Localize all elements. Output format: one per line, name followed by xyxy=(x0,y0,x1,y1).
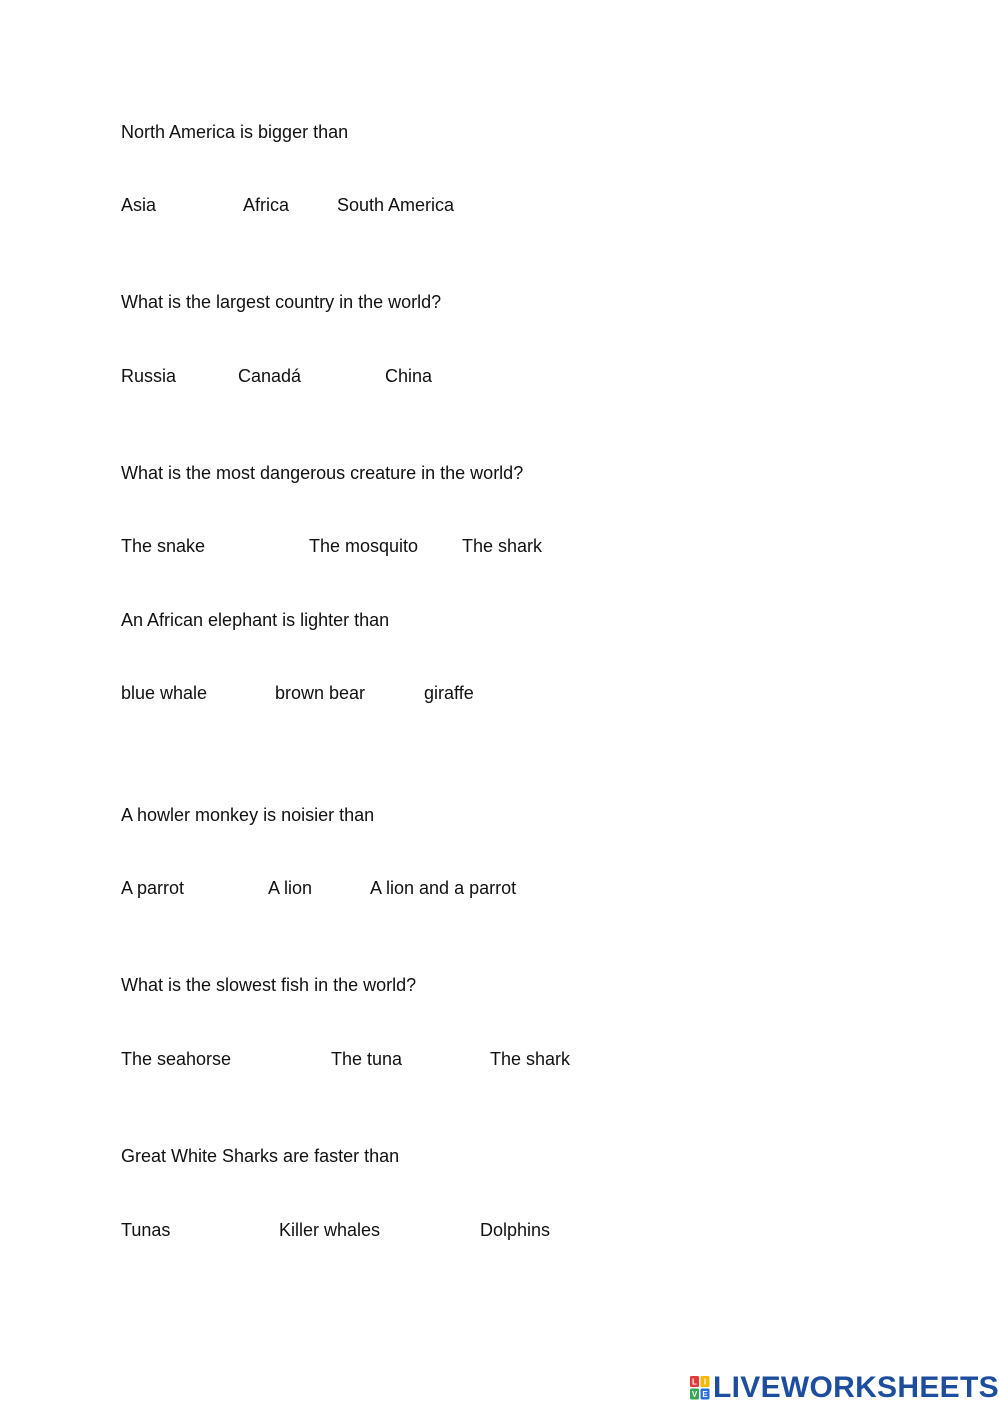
question-4-option-2[interactable]: brown bear xyxy=(275,683,366,703)
question-7-option-2[interactable]: Killer whales xyxy=(279,1220,381,1240)
liveworksheets-logo xyxy=(690,1372,999,1404)
question-3-option-2[interactable]: The mosquito xyxy=(309,536,419,556)
question-3-option-1[interactable]: The snake xyxy=(121,536,206,556)
liveworksheets-logo-icon xyxy=(690,1376,710,1400)
question-7-option-3[interactable]: Dolphins xyxy=(480,1220,551,1240)
question-2-prompt: What is the largest country in the world? xyxy=(121,292,442,312)
question-7-option-1[interactable]: Tunas xyxy=(121,1220,171,1240)
question-4-option-1[interactable]: blue whale xyxy=(121,683,208,703)
question-6-option-1[interactable]: The seahorse xyxy=(121,1049,232,1069)
question-6-prompt: What is the slowest fish in the world? xyxy=(121,975,417,995)
question-3-prompt: What is the most dangerous creature in the world? xyxy=(121,463,524,483)
question-1-option-3[interactable]: South America xyxy=(337,195,455,215)
question-4-option-3[interactable]: giraffe xyxy=(424,683,474,703)
question-5-option-3[interactable]: A lion and a parrot xyxy=(370,878,517,898)
question-5-prompt: A howler monkey is noisier than xyxy=(121,805,375,825)
question-2-option-2[interactable]: Canadá xyxy=(238,366,302,386)
svg-text:V: V xyxy=(691,1390,698,1399)
svg-text:E: E xyxy=(702,1390,708,1399)
question-5-option-2[interactable]: A lion xyxy=(268,878,313,898)
question-1-prompt: North America is bigger than xyxy=(121,122,349,142)
question-2-option-3[interactable]: China xyxy=(385,366,433,386)
question-1-option-2[interactable]: Africa xyxy=(243,195,290,215)
question-4-prompt: An African elephant is lighter than xyxy=(121,610,390,630)
question-1-option-1[interactable]: Asia xyxy=(121,195,157,215)
question-6-option-3[interactable]: The shark xyxy=(490,1049,571,1069)
question-3-option-3[interactable]: The shark xyxy=(462,536,543,556)
question-2-option-1[interactable]: Russia xyxy=(121,366,177,386)
svg-text:L: L xyxy=(692,1377,697,1387)
question-7-prompt: Great White Sharks are faster than xyxy=(121,1146,400,1166)
question-6-option-2[interactable]: The tuna xyxy=(331,1049,403,1069)
svg-text:I: I xyxy=(703,1377,707,1387)
liveworksheets-logo-text: LIVEWORKSHEETS xyxy=(713,1371,999,1404)
question-5-option-1[interactable]: A parrot xyxy=(121,878,185,898)
